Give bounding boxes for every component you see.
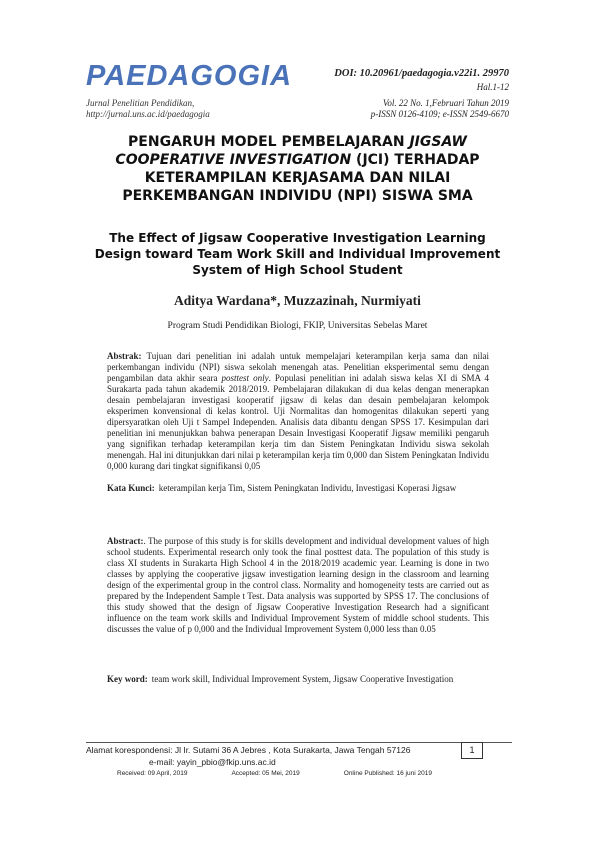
abstract-text: . The purpose of this study is for skills development and individual development values of high school students. Experimental research only took the final posttest data. The population of this study is class XI students in Surakarta High School 4 in the 2018/2019 academic year. Learning is done in two classes by applying the cooperative jigsaw investigation learning design in the classroom and learning design of the experimental group in the control class. Normality and homogeneity tests are carried out as prepared by the Independent Sample t Test. Data analysis was supported by SPSS 17. The conclusions of this study showed that the design of Jigsaw Cooperative Investigation Research had a significant influence on the team work skills and Individual Improvement System of middle school students. This discusses the value of p 0,000 and the Individual Improvement System 0,000 less than 0.05 — [107, 536, 489, 634]
abstrak-italic: posttest only — [221, 373, 269, 383]
abstrak-indonesian — [107, 351, 489, 472]
journal-name: Jurnal Penelitian Pendidikan, — [86, 98, 195, 108]
accepted-date: Accepted: 05 Mei, 2019 — [231, 770, 300, 777]
affiliation: Program Studi Pendidikan Biologi, FKIP, Universitas Sebelas Maret — [167, 321, 428, 331]
page-number: 1 — [461, 742, 483, 759]
abstrak-text-1: Tujuan dari penelitian ini adalah untuk mempelajari keterampilan kerja sama dan nilai perkembangan individu (NPI) siswa sekolah menengah atas. Penelitian eksperimental semu dengan pengambilan data akhir seara — [107, 351, 489, 383]
title-indonesian — [86, 133, 509, 205]
kata-kunci-label: Kata Kunci: — [107, 483, 155, 493]
volume: Vol. 22 No. 1,Februari Tahun 2019 — [382, 98, 509, 108]
journal-logo: PAEDAGOGIA — [86, 60, 293, 92]
correspondence-address: Alamat korespondensi: Jl Ir. Sutami 36 A Jebres , Kota Surakarta, Jawa Tengah 57126 — [86, 745, 411, 755]
journal-info — [86, 98, 210, 120]
abstract-english — [107, 536, 489, 635]
online-date: Online Published: 16 juni 2019 — [343, 770, 432, 777]
kata-kunci-text: keterampilan kerja Tim, Sistem Peningkatan Individu, Investigasi Koperasi Jigsaw — [158, 483, 457, 493]
kata-kunci — [107, 483, 489, 494]
correspondence-email[interactable]: e-mail: yayin_pbio@fkip.uns.ac.id — [149, 757, 276, 767]
title-id-italic: JIGSAW COOPERATIVE INVESTIGATION — [115, 134, 467, 168]
journal-url[interactable]: http://jurnal.uns.ac.id/paedagogia — [86, 109, 210, 119]
publication-dates — [117, 770, 476, 777]
footer-divider — [86, 742, 512, 743]
authors: Aditya Wardana*, Muzzazinah, Nurmiyati — [174, 293, 421, 308]
abstrak-label: Abstrak: — [107, 351, 142, 361]
key-word-label: Key word: — [107, 674, 148, 684]
key-word — [107, 674, 489, 685]
abstract-label: Abstract: — [107, 536, 144, 546]
title-english: The Effect of Jigsaw Cooperative Investigation Learning Design toward Team Work Skill and Individual Improvement System of High School Student — [94, 231, 501, 277]
key-word-text: team work skill, Individual Improvement System, Jigsaw Cooperative Investigation — [151, 674, 454, 684]
volume-info — [371, 98, 509, 120]
issn: p-ISSN 0126-4109; e-ISSN 2549-6670 — [370, 109, 509, 119]
abstrak-text-2: . Populasi penelitian ini adalah siswa kelas XI di SMA 4 Surakarta pada tahun akademik 2018/2019. Pembelajaran dilakukan di dua kelas dengan menerapkan desain pembelajaran investigasi kooperatif jigsaw di kelas dan desain pembelajaran kelompok eksperimen konvensional di kelas kontrol. Uji Normalitas dan homogenitas dilakukan seperti yang dipersyaratkan oleh Uji t Sampel Independen. Analisis data dibantu dengan SPSS 17. Kesimpulan dari penelitian ini menunjukkan bahwa penerapan Desain Investigasi Kooperatif Jigsaw memiliki pengaruh yang signifikan terhadap keterampilan kerja tim dan Sistem Peningkatan Individu siswa sekolah menengah. Hal ini ditunjukkan dari nilai p keterampilan kerja tim 0,000 dan Sistem Peningkatan Individu 0,000 kurang dari tingkat signifikansi 0,05 — [107, 373, 490, 471]
title-id-part1: PENGARUH MODEL PEMBELAJARAN — [128, 134, 410, 150]
doi[interactable]: DOI: 10.20961/paedagogia.v22i1. 29970 — [334, 68, 509, 79]
received-date: Received: 09 April, 2019 — [117, 770, 188, 777]
page-range: Hal.1-12 — [476, 82, 509, 92]
title-id-part2: (JCI) TERHADAP KETERAMPILAN KERJASAMA DAN NILAI PERKEMBANGAN INDIVIDU (NPI) SISWA SMA — [122, 152, 480, 204]
